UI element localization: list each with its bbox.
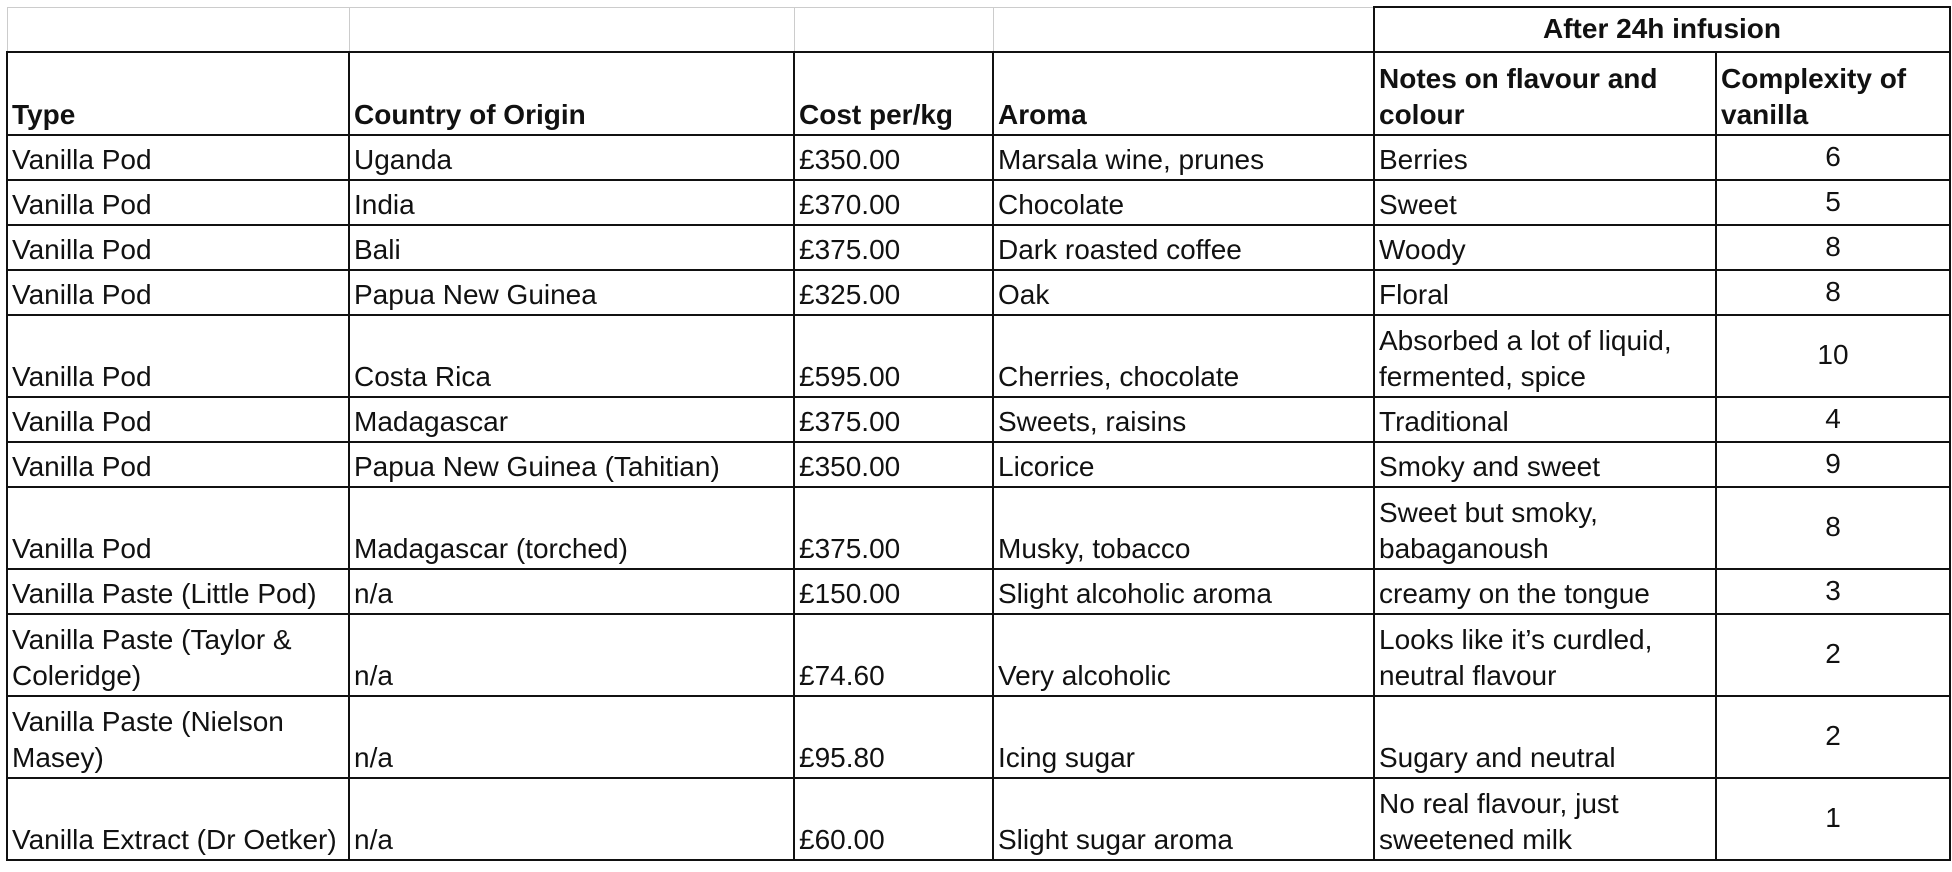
cell-complexity[interactable]: 8 <box>1716 487 1950 569</box>
cell-country[interactable]: Papua New Guinea (Tahitian) <box>349 442 794 487</box>
table-row <box>7 569 1950 614</box>
cell-aroma[interactable]: Cherries, chocolate <box>993 315 1374 397</box>
cell-country[interactable]: India <box>349 180 794 225</box>
cell-cost[interactable]: £95.80 <box>794 696 993 778</box>
header-aroma[interactable]: Aroma <box>993 52 1374 135</box>
cell-aroma[interactable]: Licorice <box>993 442 1374 487</box>
cell-country[interactable]: n/a <box>349 569 794 614</box>
header-cost[interactable]: Cost per/kg <box>794 52 993 135</box>
cell-notes[interactable]: Traditional <box>1374 397 1716 442</box>
cell-type[interactable]: Vanilla Extract (Dr Oetker) <box>7 778 349 860</box>
cell-aroma[interactable]: Sweets, raisins <box>993 397 1374 442</box>
cell-country[interactable]: n/a <box>349 696 794 778</box>
cell-notes[interactable]: Woody <box>1374 225 1716 270</box>
cell-complexity[interactable]: 3 <box>1716 569 1950 614</box>
table-row <box>7 315 1950 397</box>
cell-aroma[interactable]: Icing sugar <box>993 696 1374 778</box>
cell-aroma[interactable]: Dark roasted coffee <box>993 225 1374 270</box>
cell-aroma[interactable]: Marsala wine, prunes <box>993 135 1374 180</box>
header-complexity[interactable]: Complexity of vanilla <box>1716 52 1950 135</box>
empty-cell[interactable] <box>7 7 349 52</box>
cell-country[interactable]: Papua New Guinea <box>349 270 794 315</box>
table-row <box>7 442 1950 487</box>
cell-type[interactable]: Vanilla Pod <box>7 487 349 569</box>
cell-notes[interactable]: Sugary and neutral <box>1374 696 1716 778</box>
table-row <box>7 270 1950 315</box>
cell-complexity[interactable]: 6 <box>1716 135 1950 180</box>
cell-complexity[interactable]: 4 <box>1716 397 1950 442</box>
cell-notes[interactable]: creamy on the tongue <box>1374 569 1716 614</box>
cell-complexity[interactable]: 1 <box>1716 778 1950 860</box>
header-type[interactable]: Type <box>7 52 349 135</box>
cell-aroma[interactable]: Slight sugar aroma <box>993 778 1374 860</box>
cell-complexity[interactable]: 9 <box>1716 442 1950 487</box>
cell-notes[interactable]: Absorbed a lot of liquid, fermented, spice <box>1374 315 1716 397</box>
cell-aroma[interactable]: Slight alcoholic aroma <box>993 569 1374 614</box>
cell-notes[interactable]: Sweet <box>1374 180 1716 225</box>
cell-cost[interactable]: £375.00 <box>794 397 993 442</box>
cell-aroma[interactable]: Oak <box>993 270 1374 315</box>
group-header-row <box>7 7 1950 52</box>
cell-country[interactable]: Uganda <box>349 135 794 180</box>
cell-aroma[interactable]: Musky, tobacco <box>993 487 1374 569</box>
cell-complexity[interactable]: 5 <box>1716 180 1950 225</box>
table-row <box>7 397 1950 442</box>
cell-complexity[interactable]: 8 <box>1716 225 1950 270</box>
cell-complexity[interactable]: 2 <box>1716 696 1950 778</box>
cell-cost[interactable]: £375.00 <box>794 487 993 569</box>
empty-cell[interactable] <box>794 7 993 52</box>
cell-notes[interactable]: Smoky and sweet <box>1374 442 1716 487</box>
cell-aroma[interactable]: Chocolate <box>993 180 1374 225</box>
cell-cost[interactable]: £375.00 <box>794 225 993 270</box>
table-row <box>7 180 1950 225</box>
cell-complexity[interactable]: 10 <box>1716 315 1950 397</box>
table-row <box>7 487 1950 569</box>
cell-type[interactable]: Vanilla Pod <box>7 225 349 270</box>
cell-cost[interactable]: £60.00 <box>794 778 993 860</box>
cell-cost[interactable]: £150.00 <box>794 569 993 614</box>
cell-country[interactable]: n/a <box>349 614 794 696</box>
cell-type[interactable]: Vanilla Pod <box>7 180 349 225</box>
cell-country[interactable]: n/a <box>349 778 794 860</box>
cell-type[interactable]: Vanilla Pod <box>7 442 349 487</box>
cell-notes[interactable]: Looks like it’s curdled, neutral flavour <box>1374 614 1716 696</box>
cell-type[interactable]: Vanilla Paste (Taylor & Coleridge) <box>7 614 349 696</box>
empty-cell[interactable] <box>993 7 1374 52</box>
cell-cost[interactable]: £350.00 <box>794 135 993 180</box>
cell-type[interactable]: Vanilla Pod <box>7 315 349 397</box>
table-row <box>7 135 1950 180</box>
cell-complexity[interactable]: 2 <box>1716 614 1950 696</box>
cell-cost[interactable]: £595.00 <box>794 315 993 397</box>
cell-country[interactable]: Bali <box>349 225 794 270</box>
column-header-row <box>7 52 1950 135</box>
cell-notes[interactable]: Floral <box>1374 270 1716 315</box>
table-row <box>7 614 1950 696</box>
cell-type[interactable]: Vanilla Paste (Nielson Masey) <box>7 696 349 778</box>
cell-type[interactable]: Vanilla Pod <box>7 397 349 442</box>
after-infusion-header[interactable]: After 24h infusion <box>1374 7 1950 52</box>
vanilla-comparison-table <box>6 6 1951 861</box>
table-row <box>7 696 1950 778</box>
header-country[interactable]: Country of Origin <box>349 52 794 135</box>
cell-notes[interactable]: No real flavour, just sweetened milk <box>1374 778 1716 860</box>
cell-country[interactable]: Madagascar (torched) <box>349 487 794 569</box>
table-row <box>7 225 1950 270</box>
header-notes[interactable]: Notes on flavour and colour <box>1374 52 1716 135</box>
empty-cell[interactable] <box>349 7 794 52</box>
cell-country[interactable]: Madagascar <box>349 397 794 442</box>
cell-notes[interactable]: Sweet but smoky, babaganoush <box>1374 487 1716 569</box>
cell-country[interactable]: Costa Rica <box>349 315 794 397</box>
cell-cost[interactable]: £370.00 <box>794 180 993 225</box>
cell-cost[interactable]: £325.00 <box>794 270 993 315</box>
cell-type[interactable]: Vanilla Paste (Little Pod) <box>7 569 349 614</box>
table-row <box>7 778 1950 860</box>
cell-cost[interactable]: £350.00 <box>794 442 993 487</box>
cell-type[interactable]: Vanilla Pod <box>7 270 349 315</box>
cell-aroma[interactable]: Very alcoholic <box>993 614 1374 696</box>
cell-type[interactable]: Vanilla Pod <box>7 135 349 180</box>
cell-complexity[interactable]: 8 <box>1716 270 1950 315</box>
cell-cost[interactable]: £74.60 <box>794 614 993 696</box>
cell-notes[interactable]: Berries <box>1374 135 1716 180</box>
